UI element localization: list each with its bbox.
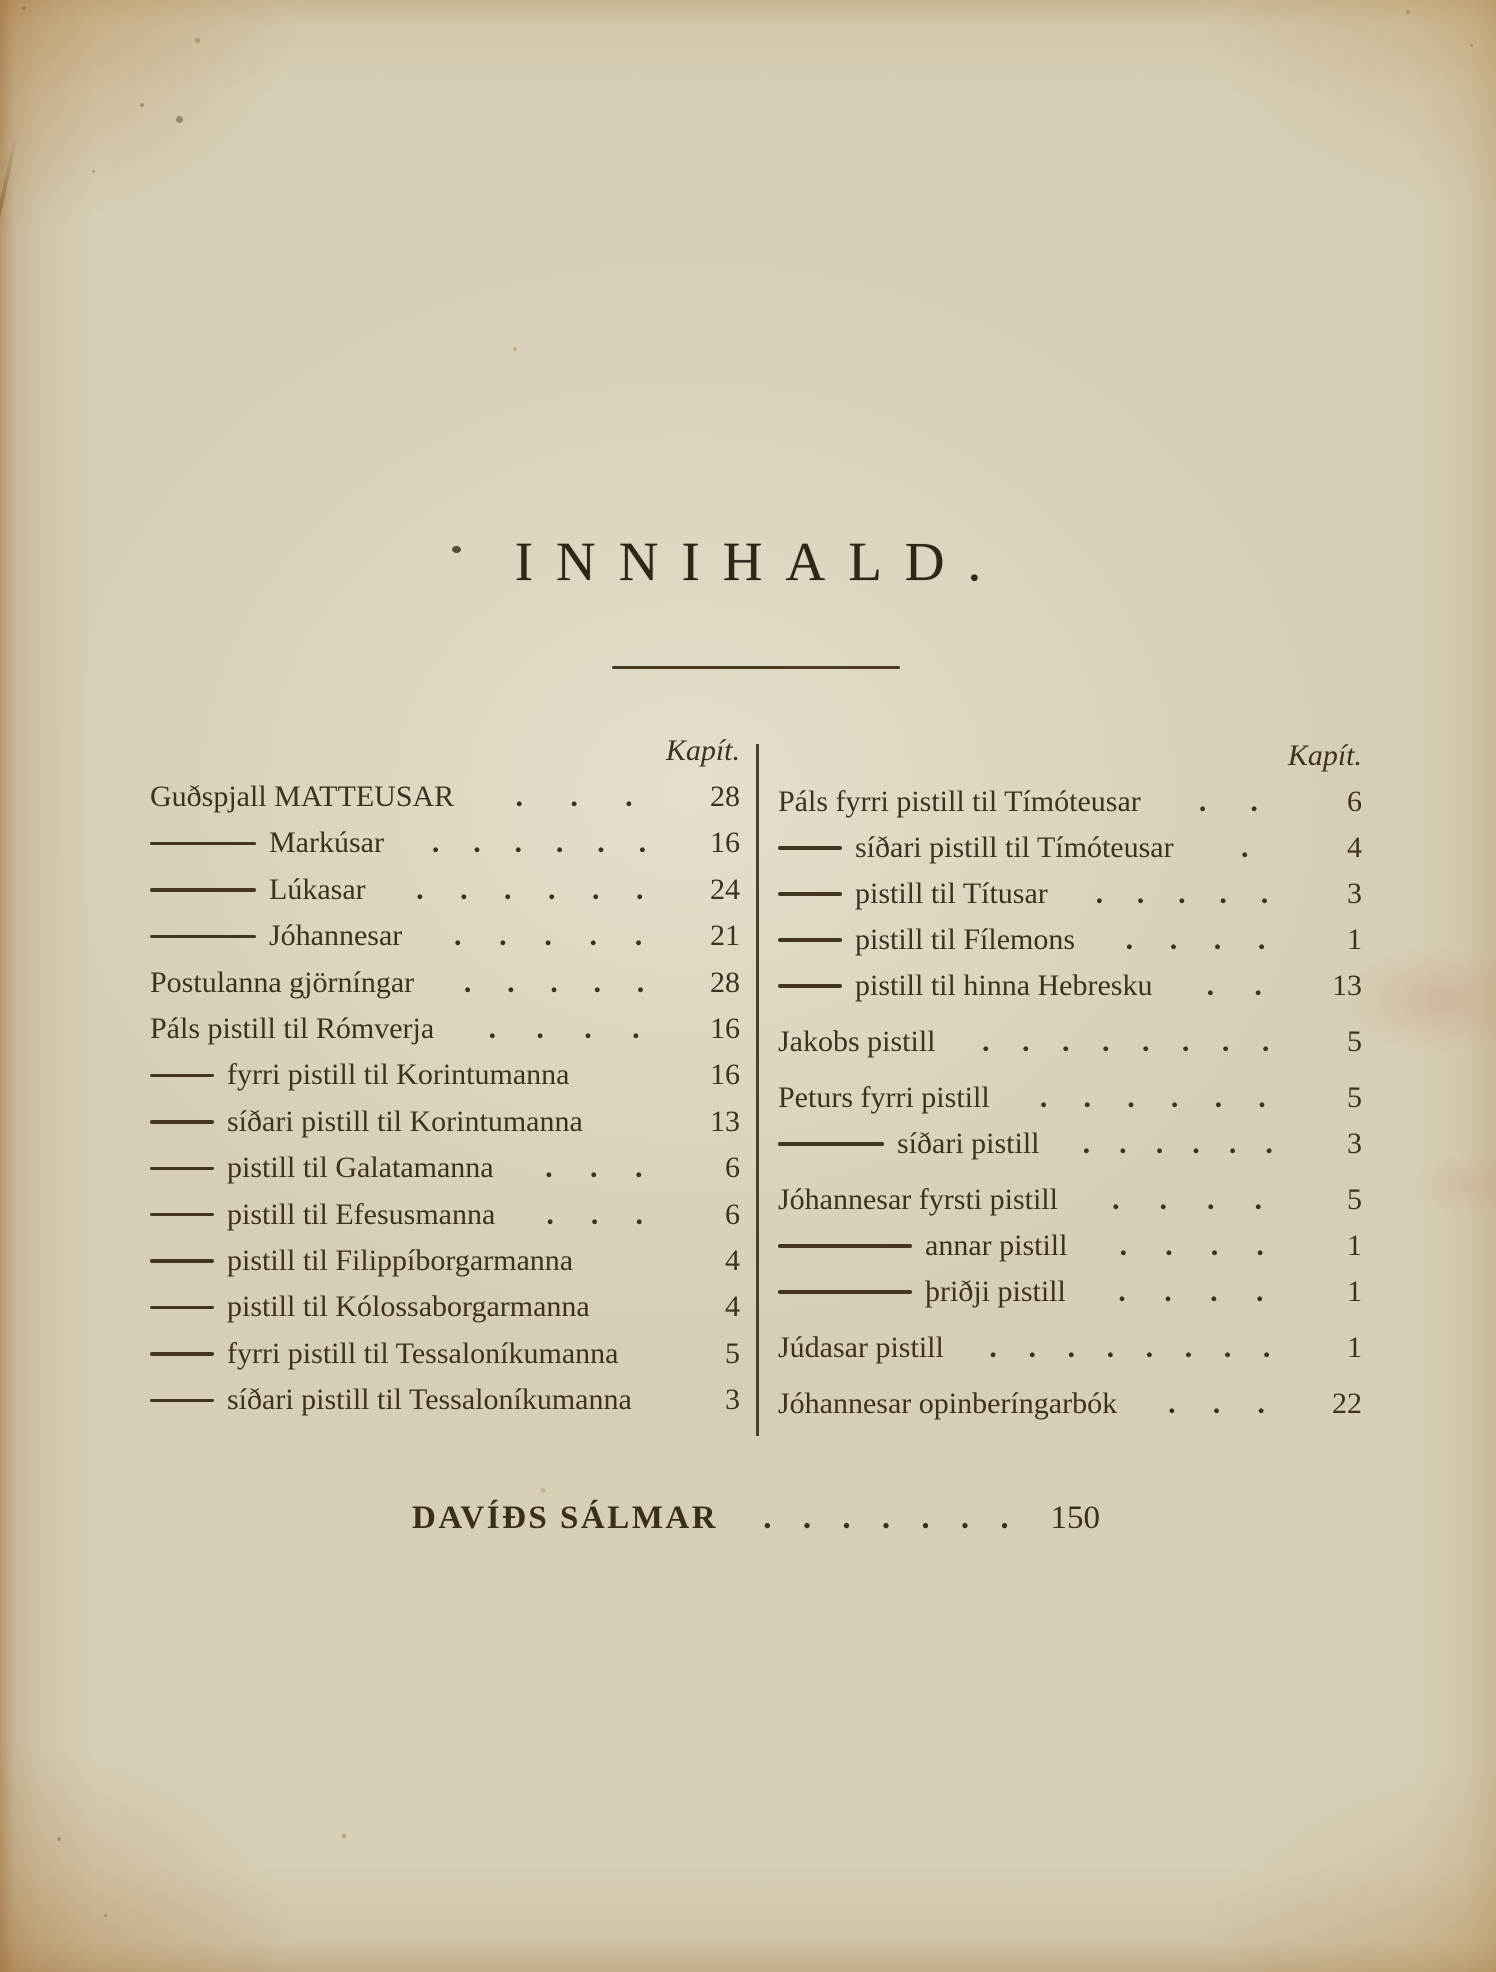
- dot-leader: . . . . . .: [416, 872, 644, 906]
- chapter-count: 28: [710, 965, 740, 999]
- entry-title: Páls pistill til Rómverja: [150, 1011, 435, 1045]
- ditto-dash: [778, 984, 842, 988]
- dot-leader: . . . .: [1119, 1229, 1264, 1262]
- toc-entry: [778, 963, 1362, 1009]
- chapter-count: 1: [1347, 1331, 1362, 1364]
- toc-entry: [150, 820, 740, 866]
- chapter-count: 3: [1347, 1127, 1362, 1160]
- dot-leader: . . . . . . . .: [989, 1331, 1271, 1364]
- foxing-spot: [1406, 10, 1410, 14]
- toc-rows-footer: [412, 1492, 1100, 1544]
- entry-title: Jóhannesar fyrsti pistill: [778, 1183, 1058, 1216]
- entry-title: Markúsar: [269, 826, 384, 860]
- chapter-count: 150: [1050, 1500, 1100, 1536]
- chapter-count: 6: [725, 1151, 740, 1185]
- foxing-spot: [176, 116, 183, 123]
- dot-leader: . . . . . . . .: [982, 1025, 1270, 1058]
- toc-entry: [150, 1238, 740, 1284]
- chapter-count: 4: [725, 1243, 740, 1277]
- toc-column-left: [150, 728, 740, 1423]
- dot-leader: .: [1241, 831, 1249, 864]
- entry-title: Páls fyrri pistill til Tímóteusar: [778, 785, 1141, 818]
- ditto-dash: [778, 846, 842, 850]
- dot-leader: . . .: [515, 780, 633, 813]
- dot-leader: . . . . .: [463, 965, 645, 999]
- toc-entry: [412, 1492, 1100, 1544]
- entry-title: Guðspjall MATTEUSAR: [150, 780, 455, 813]
- toc-entry: [150, 913, 740, 959]
- entry-title: Postulanna gjörníngar: [150, 965, 415, 999]
- toc-entry: [778, 1075, 1362, 1121]
- ditto-dash: [150, 1352, 214, 1356]
- entry-title: annar pistill: [925, 1229, 1068, 1262]
- toc-entry: [778, 1325, 1362, 1371]
- dot-leader: . . . . .: [453, 919, 643, 953]
- toc-entry: [778, 871, 1362, 917]
- dot-leader: . .: [1206, 969, 1262, 1002]
- toc-entry: [778, 779, 1362, 825]
- entry-title: síðari pistill til Korintumanna: [227, 1104, 583, 1138]
- dot-leader: . . .: [546, 1197, 643, 1231]
- column-header-kapit: Kapít.: [1287, 739, 1362, 772]
- toc-entry: [150, 1052, 740, 1098]
- chapter-count: 1: [1347, 1275, 1362, 1308]
- entry-title: fyrri pistill til Tessaloníkumanna: [227, 1336, 619, 1370]
- entry-title: pistill til Filippíborgarmanna: [227, 1243, 574, 1277]
- page-crease: [0, 131, 19, 288]
- toc-entry: [778, 1223, 1362, 1269]
- chapter-count: 24: [710, 872, 740, 906]
- entry-title: Jóhannesar: [269, 919, 403, 953]
- entry-title: DAVÍÐS SÁLMAR: [412, 1500, 719, 1536]
- toc-entry: [150, 1099, 740, 1145]
- foxing-spot: [342, 1834, 346, 1838]
- entry-title: pistill til Fílemons: [855, 923, 1076, 956]
- column-divider-rule: [756, 744, 759, 1436]
- dot-leader: . . . .: [488, 1011, 640, 1045]
- title-divider-rule: [612, 666, 900, 669]
- chapter-count: 6: [725, 1197, 740, 1231]
- ditto-dash: [150, 1167, 214, 1171]
- chapter-count: 13: [1332, 969, 1362, 1002]
- toc-column-right: [778, 733, 1362, 1427]
- entry-title: síðari pistill til Tessaloníkumanna: [227, 1383, 632, 1417]
- entry-title: síðari pistill: [897, 1127, 1040, 1160]
- chapter-count: 4: [1347, 831, 1362, 864]
- ditto-dash: [150, 888, 256, 892]
- toc-entry: [778, 1121, 1362, 1167]
- dot-leader: . . . .: [1111, 1183, 1262, 1216]
- chapter-count: 4: [725, 1290, 740, 1324]
- toc-entry: [778, 1019, 1362, 1065]
- ditto-dash: [778, 1142, 884, 1146]
- toc-entry: [150, 960, 740, 1006]
- toc-entry: [150, 774, 740, 820]
- toc-entry: [778, 917, 1362, 963]
- chapter-count: 21: [710, 919, 740, 953]
- toc-entry: [150, 1284, 740, 1330]
- entry-title: Jakobs pistill: [778, 1025, 936, 1058]
- dot-leader: . . . .: [1118, 1275, 1264, 1308]
- ditto-dash: [150, 1074, 214, 1078]
- ditto-dash: [778, 892, 842, 896]
- dot-leader: . . . . . .: [1082, 1127, 1273, 1160]
- ditto-dash: [150, 935, 256, 939]
- foxing-spot: [1470, 44, 1473, 47]
- toc-entry: [778, 1177, 1362, 1223]
- entry-title: Lúkasar: [269, 872, 366, 906]
- foxing-spot: [513, 347, 517, 351]
- chapter-count: 16: [710, 826, 740, 860]
- entry-title: pistill til Efesusmanna: [227, 1197, 496, 1231]
- entry-title: fyrri pistill til Korintumanna: [227, 1058, 570, 1092]
- toc-rows-right: [778, 779, 1362, 1427]
- dot-leader: . .: [1198, 785, 1258, 818]
- toc-entry: [150, 1331, 740, 1377]
- foxing-spot: [92, 170, 95, 173]
- chapter-count: 6: [1347, 785, 1362, 818]
- toc-entry: [150, 1377, 740, 1423]
- toc-entry: [778, 825, 1362, 871]
- toc-entry: [150, 1145, 740, 1191]
- entry-title: Jóhannesar opinberíngarbók: [778, 1387, 1118, 1420]
- dot-leader: . . . .: [1125, 923, 1266, 956]
- dot-leader: . . . . . .: [431, 826, 647, 860]
- chapter-count: 5: [725, 1336, 740, 1370]
- chapter-count: 3: [725, 1383, 740, 1417]
- toc-entry: [150, 867, 740, 913]
- ditto-dash: [778, 1290, 912, 1294]
- chapter-count: 16: [710, 1011, 740, 1045]
- page-title: INNIHALD.: [514, 531, 1005, 592]
- entry-title: þriðji pistill: [925, 1275, 1066, 1308]
- chapter-count: 13: [710, 1104, 740, 1138]
- dot-leader: . . . . .: [1095, 877, 1269, 910]
- chapter-count: 1: [1347, 923, 1362, 956]
- toc-entry: [150, 1006, 740, 1052]
- dot-leader: . . . . . . .: [763, 1500, 1009, 1536]
- column-header-kapit: Kapít.: [665, 734, 740, 767]
- ditto-dash: [150, 842, 256, 846]
- chapter-count: 16: [710, 1058, 740, 1092]
- toc-entry: [150, 1192, 740, 1238]
- dot-leader: . . .: [1168, 1387, 1265, 1420]
- foxing-spot: [57, 1837, 61, 1841]
- foxing-spot: [22, 6, 26, 10]
- entry-title: pistill til Galatamanna: [227, 1151, 494, 1185]
- entry-title: Júdasar pistill: [778, 1331, 944, 1364]
- ditto-dash: [150, 1306, 214, 1310]
- ditto-dash: [778, 1244, 912, 1248]
- chapter-count: 28: [710, 780, 740, 813]
- chapter-count: 5: [1347, 1081, 1362, 1114]
- ditto-dash: [150, 1399, 214, 1403]
- dot-leader: . . .: [545, 1151, 643, 1185]
- chapter-count: 5: [1347, 1183, 1362, 1216]
- entry-title: pistill til hinna Hebresku: [855, 969, 1153, 1002]
- entry-title: síðari pistill til Tímóteusar: [855, 831, 1174, 864]
- ditto-dash: [150, 1120, 214, 1124]
- toc-rows-left: [150, 774, 740, 1423]
- dot-leader: . . . . . .: [1039, 1081, 1266, 1114]
- entry-title: Peturs fyrri pistill: [778, 1081, 990, 1114]
- chapter-count: 5: [1347, 1025, 1362, 1058]
- entry-title: pistill til Títusar: [855, 877, 1048, 910]
- ditto-dash: [778, 938, 842, 942]
- entry-title: pistill til Kólossaborgarmanna: [227, 1290, 590, 1324]
- chapter-count: 1: [1347, 1229, 1362, 1262]
- toc-footer: [412, 1492, 1100, 1544]
- foxing-spot: [195, 38, 200, 43]
- foxing-spot: [104, 1914, 107, 1917]
- foxing-spot: [140, 103, 144, 107]
- ditto-dash: [150, 1259, 214, 1263]
- chapter-count: 3: [1347, 877, 1362, 910]
- toc-entry: [778, 1269, 1362, 1315]
- ditto-dash: [150, 1213, 214, 1217]
- toc-entry: [778, 1381, 1362, 1427]
- chapter-count: 22: [1332, 1387, 1362, 1420]
